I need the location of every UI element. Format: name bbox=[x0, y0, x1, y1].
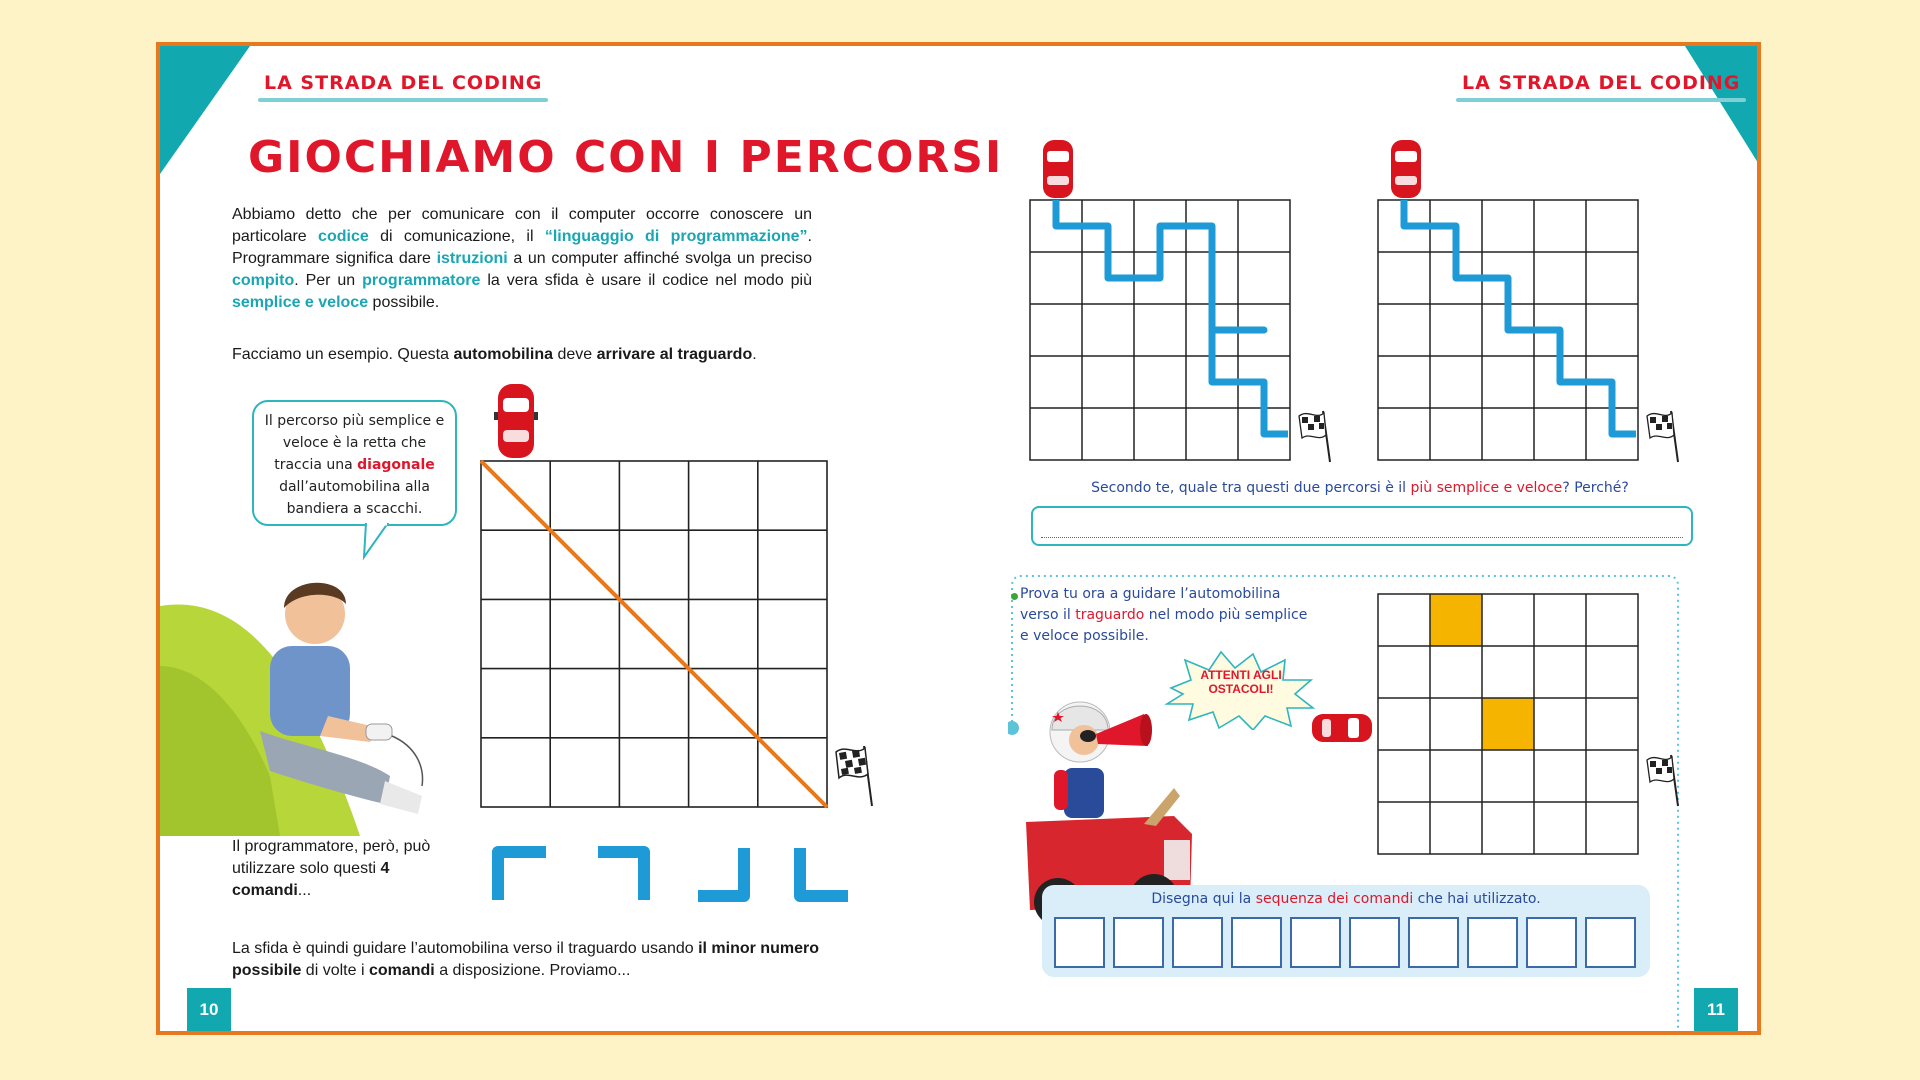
sequence-box-4[interactable] bbox=[1231, 917, 1282, 968]
obstacle-cell-2 bbox=[1482, 698, 1534, 750]
sequence-box-8[interactable] bbox=[1467, 917, 1518, 968]
obstacle-cell-1 bbox=[1430, 594, 1482, 646]
sequence-box-9[interactable] bbox=[1526, 917, 1577, 968]
bullet-dot bbox=[1011, 593, 1018, 600]
checkered-flag-icon-c bbox=[1643, 752, 1685, 810]
answer-input-box[interactable] bbox=[1031, 506, 1693, 546]
commands-paragraph: Il programmatore, però, può utilizzare solo questi 4 comandi... bbox=[232, 838, 431, 899]
example-paragraph: Facciamo un esempio. Questa automobilina deve arrivare al traguardo. bbox=[232, 346, 757, 363]
sequence-box-3[interactable] bbox=[1172, 917, 1223, 968]
command-right-down-icon bbox=[490, 844, 552, 906]
checkered-flag-icon-a bbox=[1295, 408, 1337, 466]
sequence-box-6[interactable] bbox=[1349, 917, 1400, 968]
red-car-icon-b bbox=[1388, 138, 1424, 200]
intro-paragraph: Abbiamo detto che per comunicare con il computer occorre conoscere un particolare codice di comunicazione, il “linguaggio di programmazione”. Programmare significa dare istruzioni a un computer affinché svolga un preciso compito. Per un programmatore la vera sfida è usare il codice nel modo più semplice e veloce possibile. bbox=[232, 206, 812, 311]
checkered-flag-icon bbox=[830, 742, 880, 812]
running-header-right: LA STRADA DEL CODING bbox=[1462, 72, 1740, 94]
warning-text: ATTENTI AGLI OSTACOLI! bbox=[1200, 668, 1282, 696]
page-title: GIOCHIAMO CON I PERCORSI bbox=[248, 132, 1004, 183]
command-up-right-icon bbox=[792, 844, 854, 906]
sequence-box-10[interactable] bbox=[1585, 917, 1636, 968]
exercise-grid[interactable] bbox=[1377, 593, 1641, 857]
checkered-flag-icon-b bbox=[1643, 408, 1685, 466]
challenge-paragraph: La sfida è quindi guidare l’automobilina verso il traguardo usando il minor numero possibile di volte i comandi a disposizione. Proviamo... bbox=[232, 940, 819, 979]
book-spread bbox=[156, 42, 1761, 1035]
sequence-box-5[interactable] bbox=[1290, 917, 1341, 968]
diagonal-path-grid bbox=[480, 460, 830, 810]
command-up-left-icon bbox=[692, 844, 754, 906]
corner-triangle-left bbox=[160, 46, 260, 176]
winding-route-line bbox=[1056, 200, 1288, 434]
staircase-route-line bbox=[1404, 200, 1636, 434]
sequence-box-2[interactable] bbox=[1113, 917, 1164, 968]
command-left-down-icon bbox=[592, 844, 654, 906]
page-number-left: 10 bbox=[187, 988, 231, 1032]
sequence-box-7[interactable] bbox=[1408, 917, 1459, 968]
corner-triangle-right bbox=[1675, 46, 1761, 176]
boy-gaming-illustration bbox=[160, 546, 500, 846]
sequence-box-1[interactable] bbox=[1054, 917, 1105, 968]
sequence-label: Disegna qui la sequenza dei comandi che hai utilizzato. bbox=[1151, 891, 1541, 907]
page-number-right: 11 bbox=[1694, 988, 1738, 1032]
red-car-icon-a bbox=[1040, 138, 1076, 200]
speech-bubble: Il percorso più semplice e veloce è la retta che traccia una diagonale dall’automobilina alla bandiera a scacchi. bbox=[252, 400, 457, 526]
exercise-instructions: Prova tu ora a guidare l’automobilina verso il traguardo nel modo più semplice e veloce possibile. bbox=[1020, 586, 1308, 644]
red-car-side-icon bbox=[1310, 710, 1374, 746]
diagonal-route-line bbox=[481, 461, 827, 807]
question-text: Secondo te, quale tra questi due percorsi è il più semplice e veloce? Perché? bbox=[1091, 480, 1629, 496]
sequence-panel bbox=[1042, 885, 1650, 977]
running-header-left: LA STRADA DEL CODING bbox=[264, 72, 542, 94]
path-grid-b bbox=[1377, 199, 1641, 463]
red-car-icon bbox=[494, 382, 538, 462]
path-grid-a bbox=[1029, 199, 1293, 463]
